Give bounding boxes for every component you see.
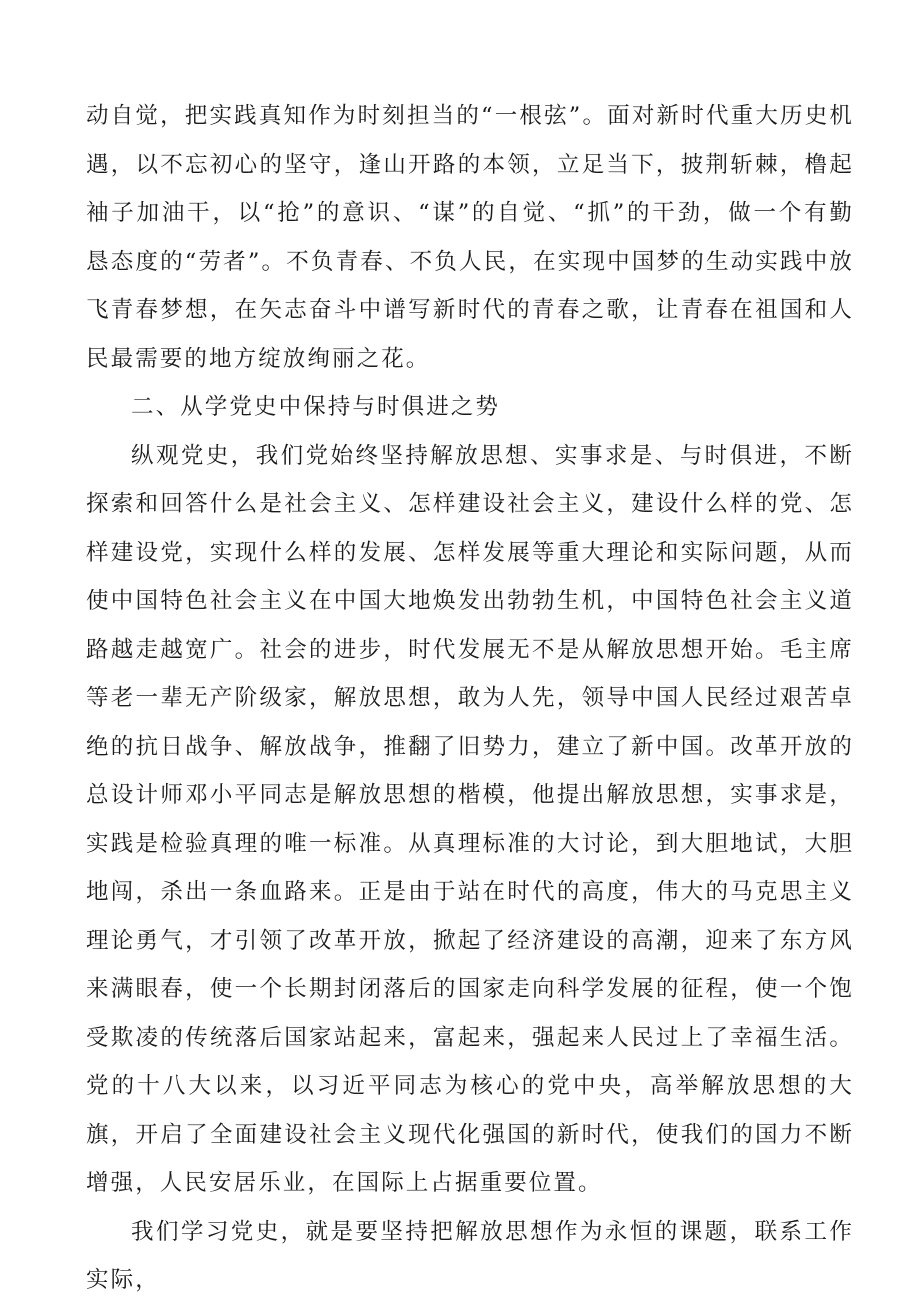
paragraph-learning: 我们学习党史，就是要坚持把解放思想作为永恒的课题，联系工作实际， <box>86 1218 854 1293</box>
paragraph-continuation: 动自觉，把实践真知作为时刻担当的“一根弦”。面对新时代重大历史机遇，以不忘初心的坚守，逢山开路的本领，立足当下，披荆斩棘，橹起袖子加油干，以“抢”的意识、“谋”的自觉、“抓”的干劲，做一个有勤恳态度的“劳者”。不负青春、不负人民，在实现中国梦的生动实践中放飞青春梦想，在矢志奋斗中谱写新时代的青春之歌，让青春在祖国和人民最需要的地方绽放绚丽之花。 <box>86 103 854 372</box>
paragraph-party-history: 纵观党史，我们党始终坚持解放思想、实事求是、与时俱进，不断探索和回答什么是社会主义、怎样建设社会主义，建设什么样的党、怎样建设党，实现什么样的发展、怎样发展等重大理论和实际问题，从而使中国特色社会主义在中国大地焕发出勃勃生机，中国特色社会主义道路越走越宽广。社会的进步，时代发展无不是从解放思想开始。毛主席等老一辈无产阶级家，解放思想，敢为人先，领导中国人民经过艰苦卓绝的抗日战争、解放战争，推翻了旧势力，建立了新中国。改革开放的总设计师邓小平同志是解放思想的楷模，他提出解放思想，实事求是，实践是检验真理的唯一标准。从真理标准的大讨论，到大胆地试，大胆地闯，杀出一条血路来。正是由于站在时代的高度，伟大的马克思主义理论勇气，才引领了改革开放，掀起了经济建设的高潮，迎来了东方风来满眼春，使一个长期封闭落后的国家走向科学发展的征程，使一个饱受欺凌的传统落后国家站起来，富起来，强起来人民过上了幸福生活。党的十八大以来，以习近平同志为核心的党中央，高举解放思想的大旗，开启了全面建设社会主义现代化强国的新时代，使我们的国力不断增强，人民安居乐业，在国际上占据重要位置。 <box>86 442 854 1196</box>
document-body <box>86 92 854 1305</box>
section-heading: 二、从学党史中保持与时俱进之势 <box>131 394 501 420</box>
